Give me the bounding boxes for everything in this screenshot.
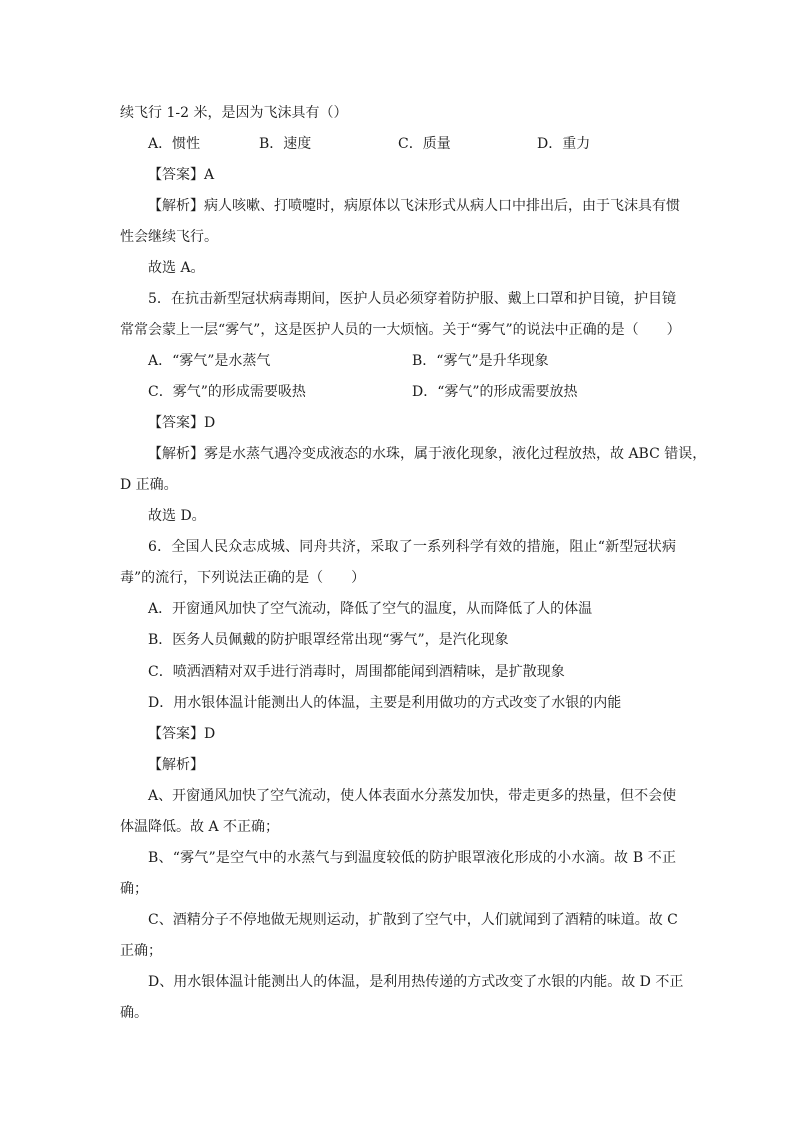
q4-analysis-line-1: 【解析】病人咳嗽、打喷嚏时，病原体以飞沫形式从病人口中排出后，由于飞沫具有惯 [148, 198, 680, 214]
q5-stem-line-2: 常常会蒙上一层“雾气”，这是医护人员的一大烦恼。关于“雾气”的说法中正确的是（ ） [120, 322, 681, 338]
q4-answer: 【答案】A [148, 167, 215, 183]
q5-option-b: B．“雾气”是升华现象 [412, 353, 549, 369]
q6-analysis-d-line-1: D、用水银体温计能测出人的体温，是利用热传递的方式改变了水银的内能。故 D 不正 [148, 974, 684, 990]
q6-option-c: C．喷洒酒精对双手进行消毒时，周围都能闻到酒精味，是扩散现象 [148, 664, 565, 680]
q5-analysis-line-2: D 正确。 [120, 477, 178, 493]
q4-option-a: A．惯性 [148, 136, 201, 152]
q5-option-d: D．“雾气”的形成需要放热 [412, 384, 578, 400]
q4-option-d: D．重力 [537, 136, 591, 152]
q6-analysis-a-line-1: A、开窗通风加快了空气流动，使人体表面水分蒸发加快，带走更多的热量，但不会使 [148, 788, 677, 804]
q6-analysis-b-line-2: 确； [120, 881, 148, 897]
q5-stem-line-1: 5．在抗击新型冠状病毒期间，医护人员必须穿着防护服、戴上口罩和护目镜，护目镜 [148, 291, 676, 307]
q6-analysis-a-line-2: 体温降低。故 A 不正确； [120, 819, 280, 835]
q6-stem-line-1: 6．全国人民众志成城、同舟共济，采取了一系列科学有效的措施，阻止“新型冠状病 [148, 539, 676, 555]
q6-stem-line-2: 毒”的流行，下列说法正确的是（ ） [120, 570, 366, 586]
q6-analysis-heading: 【解析】 [148, 757, 204, 773]
q4-option-c: C．质量 [398, 136, 451, 152]
q4-analysis-line-2: 性会继续飞行。 [120, 229, 218, 245]
q6-answer: 【答案】D [148, 726, 216, 742]
q5-option-c: C．雾气”的形成需要吸热 [148, 384, 306, 400]
q6-option-b: B．医务人员佩戴的防护眼罩经常出现“雾气”，是汽化现象 [148, 632, 509, 648]
q6-analysis-b-line-1: B、“雾气”是空气中的水蒸气与到温度较低的防护眼罩液化形成的小水滴。故 B 不正 [148, 850, 676, 866]
q4-stem-continued: 续飞行 1-2 米，是因为飞沫具有（） [120, 105, 348, 121]
q6-analysis-c-line-1: C、酒精分子不停地做无规则运动，扩散到了空气中，人们就闻到了酒精的味道。故 C [148, 912, 678, 928]
q5-choose: 故选 D。 [148, 508, 206, 524]
q5-answer: 【答案】D [148, 415, 216, 431]
q6-option-d: D．用水银体温计能测出人的体温，主要是利用做功的方式改变了水银的内能 [148, 695, 622, 711]
q4-choose: 故选 A。 [148, 260, 205, 276]
q5-analysis-line-1: 【解析】雾是水蒸气遇冷变成液态的水珠，属于液化现象，液化过程放热，故 ABC 错误， [148, 446, 707, 462]
q6-analysis-c-line-2: 正确； [120, 943, 162, 959]
q5-option-a: A．“雾气”是水蒸气 [148, 353, 271, 369]
q4-option-b: B．速度 [259, 136, 312, 152]
q6-analysis-d-line-2: 确。 [120, 1005, 148, 1021]
q6-option-a: A．开窗通风加快了空气流动，降低了空气的温度，从而降低了人的体温 [148, 601, 593, 617]
